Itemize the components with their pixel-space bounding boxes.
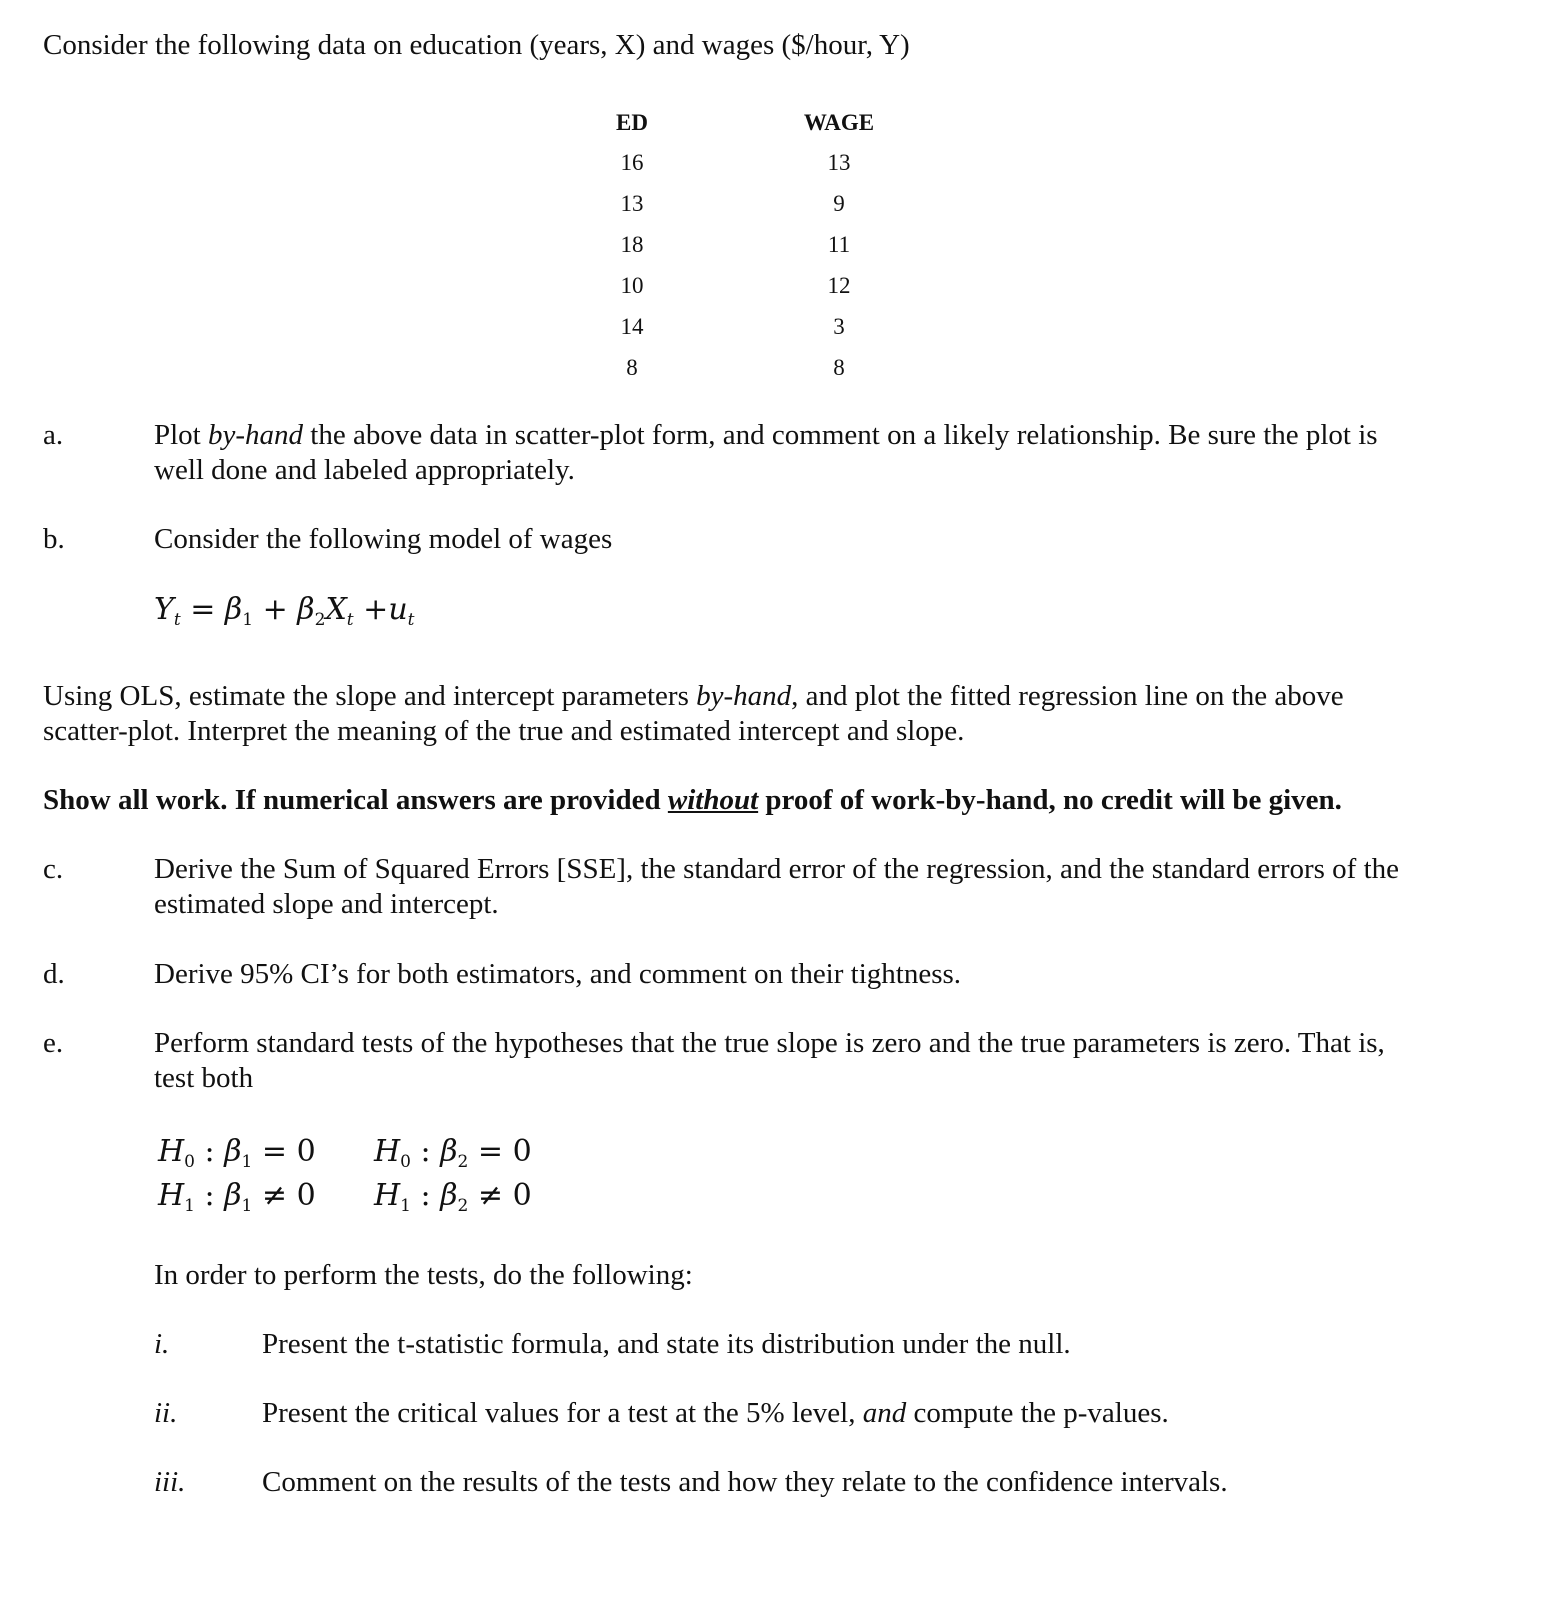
- column-header-wage: WAGE: [803, 110, 875, 135]
- subitem-i-label: i.: [154, 1328, 170, 1360]
- cell-wage: 3: [833, 313, 845, 339]
- table-row: [582, 306, 944, 347]
- cell-ed: 16: [620, 149, 644, 175]
- table-row: [582, 265, 944, 306]
- question-c-label: c.: [43, 853, 64, 885]
- subitem-iii-label: iii.: [154, 1466, 186, 1498]
- cell-wage: 8: [833, 354, 845, 380]
- subitem-i-text: Present the t-statistic formula, and state its distribution under the null.: [262, 1328, 1071, 1360]
- show-work-notice: Show all work. If numerical answers are provided without proof of work-by-hand, no credit will be given.: [43, 784, 1342, 816]
- cell-ed: 8: [626, 354, 638, 380]
- hypothesis-h0-beta2: $H_0$ : $\beta_2 = 0$: [374, 1134, 532, 1172]
- question-b-text: Consider the following model of wages: [154, 523, 613, 555]
- subitem-iii-text: Comment on the results of the tests and how they relate to the confidence intervals.: [262, 1466, 1228, 1498]
- question-a-label: a.: [43, 419, 64, 451]
- hypothesis-h1-beta2: $H_1$ : $\beta_2 \ne 0$: [374, 1178, 532, 1216]
- question-a-text: Plot by-hand the above data in scatter-plot form, and comment on a likely relationship. Be sure the plot is well done and labeled appropriately.: [154, 419, 1378, 486]
- cell-ed: 14: [620, 313, 644, 339]
- ols-paragraph: Using OLS, estimate the slope and intercept parameters by-hand, and plot the fitted regression line on the above scatter-plot. Interpret the meaning of the true and estimated intercept and slope.: [43, 680, 1344, 747]
- cell-ed: 18: [620, 231, 644, 257]
- question-e-label: e.: [43, 1027, 64, 1059]
- model-equation: $Y_t = \beta_1 + \beta_2X_t +u_t$: [154, 592, 415, 630]
- table-header-row: [582, 104, 944, 142]
- question-e-text: Perform standard tests of the hypotheses that the true slope is zero and the true parameters is zero. That is, test both: [154, 1027, 1385, 1094]
- question-c-text: Derive the Sum of Squared Errors [SSE], the standard error of the regression, and the standard errors of the estimated slope and intercept.: [154, 853, 1400, 920]
- question-b-label: b.: [43, 523, 65, 555]
- cell-ed: 13: [620, 190, 644, 216]
- question-d-text: Derive 95% CI’s for both estimators, and comment on their tightness.: [154, 958, 962, 990]
- intro-text: Consider the following data on education (years, X) and wages ($/hour, Y): [43, 29, 910, 61]
- cell-wage: 13: [827, 149, 851, 175]
- cell-wage: 12: [827, 272, 851, 298]
- data-table: [582, 104, 944, 388]
- order-instructions: In order to perform the tests, do the following:: [154, 1259, 693, 1291]
- subitem-ii-text: Present the critical values for a test at the 5% level, and compute the p-values.: [262, 1397, 1169, 1429]
- cell-wage: 9: [833, 190, 845, 216]
- subitem-ii-label: ii.: [154, 1397, 178, 1429]
- table-row: [582, 183, 944, 224]
- hypothesis-h1-beta1: $H_1$ : $\beta_1 \ne 0$: [158, 1178, 316, 1216]
- cell-wage: 11: [827, 231, 851, 257]
- table-row: [582, 347, 944, 388]
- column-header-ed: ED: [616, 110, 648, 135]
- table-row: [582, 142, 944, 183]
- cell-ed: 10: [620, 272, 644, 298]
- table-row: [582, 224, 944, 265]
- question-d-label: d.: [43, 958, 65, 990]
- hypothesis-h0-beta1: $H_0$ : $\beta_1 = 0$: [158, 1134, 316, 1172]
